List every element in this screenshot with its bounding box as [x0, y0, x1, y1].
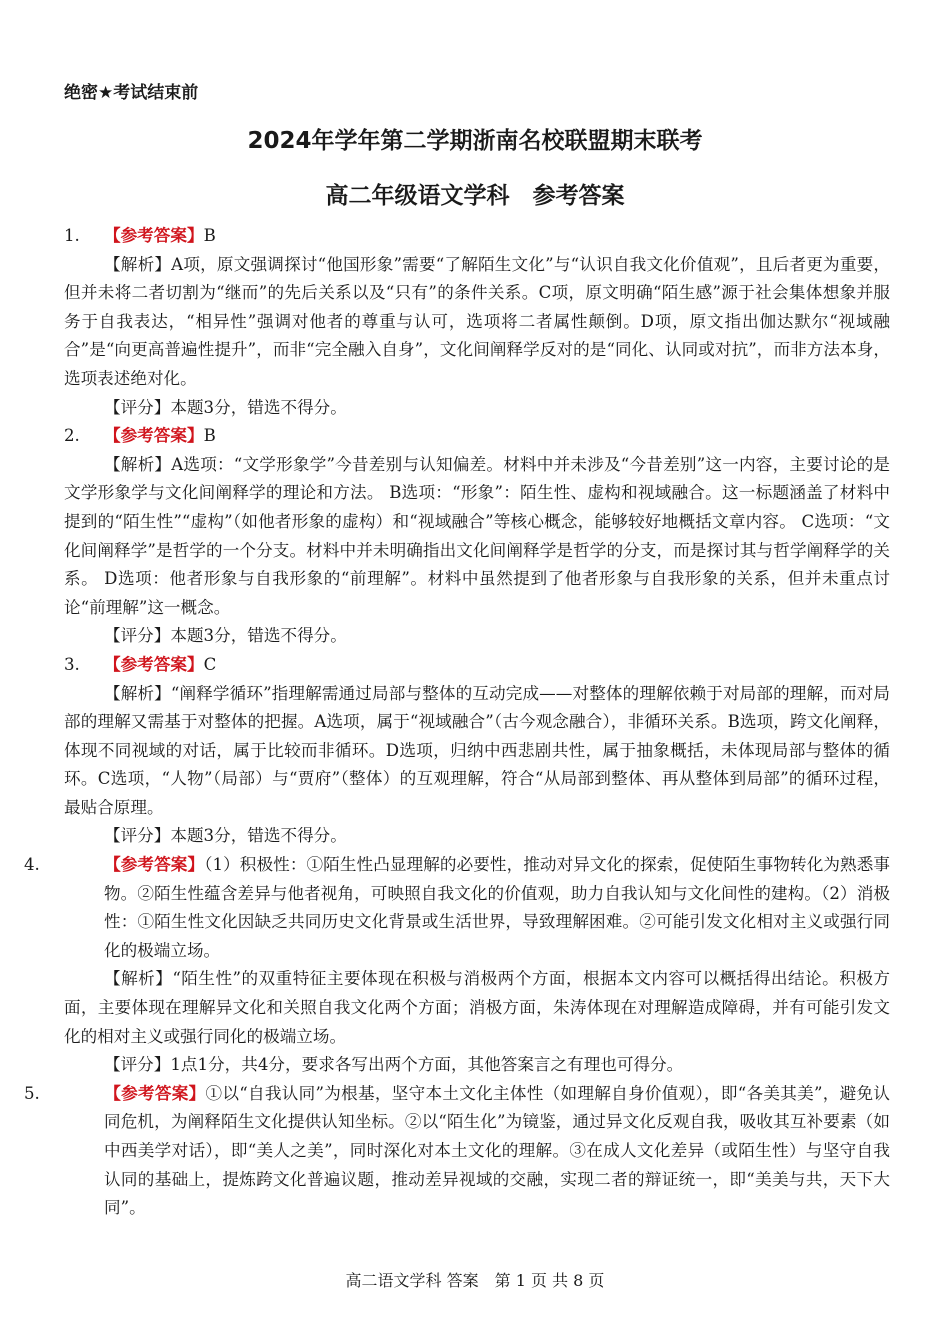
answer-label: 【参考答案】 — [104, 855, 205, 875]
analysis-text: 【解析】A选项：“文学形象学”今昔差别与认知偏差。材料中并未涉及“今昔差别”这一内容，主要讨论的是文学形象学与文化间阐释学的理论和方法。 B选项：“形象”：陌生性、虚构和视域融合。这一标题涵盖了材料中提到的“陌生性”“虚构”（如他者形象的虚构）和“视域融合”等核心概念，能够较好地概括文章内容。 C选项：“文化间阐释学”是哲学的一个分支。材料中并未明确指出文化间阐释学是哲学的分支，而是探讨其与哲学阐释学的关系。 D选项：他者形象与自我形象的“前理解”。材料中虽然提到了他者形象与自我形象的关系，但并未重点讨论“前理解”这一概念。 — [64, 454, 890, 617]
question-3 — [64, 651, 890, 851]
question-number: 3. — [64, 654, 80, 674]
question-number: 4. — [24, 855, 40, 875]
answer-label: 【参考答案】 — [104, 1083, 206, 1103]
question-5 — [24, 1080, 890, 1223]
page-footer: 高二语文学科 答案 第 1 页 共 8 页 — [345, 1271, 605, 1290]
score-text: 【评分】本题3分，错选不得分。 — [104, 826, 347, 846]
question-4 — [24, 851, 890, 1080]
exam-title: 2024年学年第二学期浙南名校联盟期末联考 — [247, 128, 703, 154]
analysis-text: 【解析】“阐释学循环”指理解需通过局部与整体的互动完成——对整体的理解依赖于对局部的理解，而对局部的理解又需基于对整体的把握。A选项，属于“视域融合”（古今观念融合），非循环关系。B选项，跨文化阐释，体现不同视域的对话，属于比较而非循环。D选项，归纳中西悲剧共性，属于抽象概括，未体现局部与整体的循环。C选项，“人物”（局部）与“贾府”（整体）的互观理解，符合“从局部到整体、再从整体到局部”的循环过程，最贴合原理。 — [64, 683, 890, 817]
question-1 — [64, 222, 890, 422]
answer-value: B — [203, 226, 216, 245]
answer-value: C — [203, 654, 217, 674]
answer-label: 【参考答案】 — [104, 426, 204, 446]
answers-content — [24, 222, 890, 1223]
answer-label: 【参考答案】 — [104, 226, 204, 245]
score-text: 【评分】1点1分，共4分，要求各写出两个方面，其他答案言之有理也可得分。 — [104, 1055, 684, 1075]
answer-value: B — [203, 426, 216, 446]
answer-value: ①以“自我认同”为根基，坚守本土文化主体性（如理解自身价值观），即“各美其美”，避免认同危机，为阐释陌生文化提供认知坐标。②以“陌生化”为镜鉴，通过异文化反观自我，吸收其互补要素（如中西美学对话），即“美人之美”，同时深化对本土文化的理解。③在成人文化差异（或陌生性）与坚守自我认同的基础上，提炼跨文化普遍议题，推动差异视域的交融，实现二者的辩证统一，即“美美与共，天下大同”。 — [104, 1083, 890, 1218]
analysis-text: 【解析】“陌生性”的双重特征主要体现在积极与消极两个方面，根据本文内容可以概括得出结论。积极方面，主要体现在理解异文化和关照自我文化两个方面；消极方面，朱涛体现在对理解造成障碍，并有可能引发文化的相对主义或强行同化的极端立场。 — [64, 969, 890, 1046]
question-number: 2. — [64, 426, 80, 446]
document-subtitle: 高二年级语文学科 参考答案 — [325, 183, 625, 209]
question-number: 1. — [64, 226, 80, 245]
score-text: 【评分】本题3分，错选不得分。 — [104, 397, 347, 417]
question-2 — [64, 422, 890, 651]
confidential-label: 绝密★考试结束前 — [64, 83, 199, 103]
score-text: 【评分】本题3分，错选不得分。 — [104, 626, 347, 646]
answer-label: 【参考答案】 — [104, 654, 204, 674]
analysis-text: 【解析】A项，原文强调探讨“他国形象”需要“了解陌生文化”与“认识自我文化价值观”，且后者更为重要，但并未将二者切割为“继而”的先后关系以及“只有”的条件关系。C项，原文明确“陌生感”源于社会集体想象并服务于自我表达，“相异性”强调对他者的尊重与认可，选项将二者属性颠倒。D项，原文指出伽达默尔“视域融合”是“向更高普遍性提升”，而非“完全融入自身”，文化间阐释学反对的是“同化、认同或对抗”，而非方法本身，选项表述绝对化。 — [64, 254, 890, 388]
answer-value: （1）积极性：①陌生性凸显理解的必要性，推动对异文化的探索，促使陌生事物转化为熟悉事物。②陌生性蕴含差异与他者视角，可映照自我文化的价值观，助力自我认知与文化间性的建构。（2）消极性：①陌生性文化因缺乏共同历史文化背景或生活世界，导致理解困难。②可能引发文化相对主义或强行同化的极端立场。 — [104, 855, 890, 960]
question-number: 5. — [24, 1083, 40, 1103]
